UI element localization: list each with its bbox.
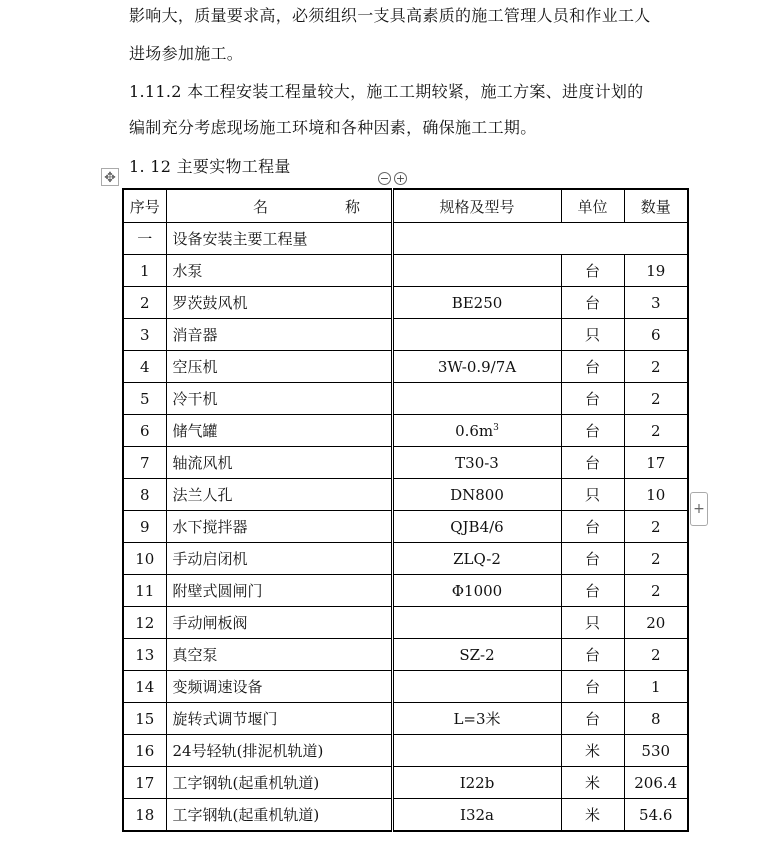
row-no: 14 (123, 671, 166, 703)
body-paragraph-1: 影响大，质量要求高，必须组织一支具高素质的施工管理人员和作业工人 (129, 6, 651, 25)
row-spec: QJB4/6 (392, 511, 561, 543)
row-unit: 米 (561, 799, 624, 832)
table-row (123, 671, 688, 703)
table-row (123, 319, 688, 351)
row-qty: 2 (624, 383, 688, 415)
table-row (123, 447, 688, 479)
row-name: 冷干机 (166, 383, 392, 415)
row-spec (392, 319, 561, 351)
row-no: 11 (123, 575, 166, 607)
table-row (123, 383, 688, 415)
row-name: 水泵 (166, 255, 392, 287)
row-unit: 台 (561, 383, 624, 415)
row-no: 3 (123, 319, 166, 351)
row-spec (392, 415, 561, 447)
row-spec (392, 607, 561, 639)
header-name-b: 称 (344, 197, 362, 216)
row-unit: 台 (561, 351, 624, 383)
row-qty: 10 (624, 479, 688, 511)
row-unit: 台 (561, 255, 624, 287)
table-row (123, 703, 688, 735)
row-unit: 台 (561, 543, 624, 575)
row-qty: 8 (624, 703, 688, 735)
row-qty: 530 (624, 735, 688, 767)
row-name: 工字钢轨(起重机轨道) (166, 799, 392, 832)
row-qty: 54.6 (624, 799, 688, 832)
row-unit: 台 (561, 447, 624, 479)
row-qty: 1 (624, 671, 688, 703)
row-qty: 20 (624, 607, 688, 639)
row-unit: 台 (561, 287, 624, 319)
row-no: 9 (123, 511, 166, 543)
row-unit: 只 (561, 319, 624, 351)
row-name: 24号轻轨(排泥机轨道) (166, 735, 392, 767)
row-name: 手动启闭机 (166, 543, 392, 575)
header-qty: 数量 (624, 189, 688, 223)
row-no: 8 (123, 479, 166, 511)
table-row (123, 767, 688, 799)
header-name (166, 189, 392, 223)
row-name: 罗茨鼓风机 (166, 287, 392, 319)
row-unit: 米 (561, 735, 624, 767)
row-spec: Φ1000 (392, 575, 561, 607)
row-no: 13 (123, 639, 166, 671)
row-spec: SZ-2 (392, 639, 561, 671)
row-no: 18 (123, 799, 166, 832)
row-no: 10 (123, 543, 166, 575)
row-spec: DN800 (392, 479, 561, 511)
header-unit: 单位 (561, 189, 624, 223)
row-spec: T30-3 (392, 447, 561, 479)
row-name: 变频调速设备 (166, 671, 392, 703)
header-no: 序号 (123, 189, 166, 223)
row-no: 5 (123, 383, 166, 415)
row-spec: BE250 (392, 287, 561, 319)
add-column-icon[interactable]: + (395, 172, 406, 185)
row-qty: 2 (624, 511, 688, 543)
row-name: 空压机 (166, 351, 392, 383)
row-no: 6 (123, 415, 166, 447)
row-no: 2 (123, 287, 166, 319)
section-heading: 1. 12 主要实物工程量 (129, 157, 291, 176)
table-row (123, 575, 688, 607)
row-qty: 19 (624, 255, 688, 287)
table-row (123, 543, 688, 575)
section-row (123, 223, 688, 255)
row-unit: 只 (561, 479, 624, 511)
table-row (123, 799, 688, 832)
row-name: 工字钢轨(起重机轨道) (166, 767, 392, 799)
row-qty: 206.4 (624, 767, 688, 799)
row-spec (392, 383, 561, 415)
row-qty: 3 (624, 287, 688, 319)
row-spec: I22b (392, 767, 561, 799)
row-unit: 台 (561, 575, 624, 607)
row-unit: 台 (561, 671, 624, 703)
row-name: 轴流风机 (166, 447, 392, 479)
body-paragraph-4: 编制充分考虑现场施工环境和各种因素，确保施工工期。 (129, 118, 537, 137)
row-no: 7 (123, 447, 166, 479)
row-qty: 2 (624, 639, 688, 671)
table-row (123, 287, 688, 319)
row-spec (392, 671, 561, 703)
row-name: 附壁式圆闸门 (166, 575, 392, 607)
quantity-table (122, 188, 689, 832)
table-row (123, 255, 688, 287)
row-unit: 台 (561, 703, 624, 735)
body-paragraph-2: 进场参加施工。 (129, 44, 244, 63)
table-row (123, 351, 688, 383)
row-qty: 17 (624, 447, 688, 479)
row-spec: 3W-0.9/7A (392, 351, 561, 383)
section-no: 一 (123, 223, 166, 255)
table-row (123, 607, 688, 639)
table-move-handle-icon[interactable]: ✥ (101, 168, 119, 186)
table-row (123, 735, 688, 767)
row-qty: 2 (624, 575, 688, 607)
row-spec: L=3米 (392, 703, 561, 735)
add-row-icon[interactable]: + (690, 492, 708, 526)
row-no: 16 (123, 735, 166, 767)
row-qty: 2 (624, 351, 688, 383)
row-name: 旋转式调节堰门 (166, 703, 392, 735)
row-spec (392, 255, 561, 287)
row-name: 消音器 (166, 319, 392, 351)
body-paragraph-3: 1.11.2 本工程安装工程量较大，施工工期较紧，施工方案、进度计划的 (129, 82, 644, 101)
row-spec (392, 735, 561, 767)
row-no: 15 (123, 703, 166, 735)
row-no: 1 (123, 255, 166, 287)
row-qty: 2 (624, 543, 688, 575)
row-spec-text: 0.6m (455, 421, 494, 440)
row-name: 手动闸板阀 (166, 607, 392, 639)
row-no: 17 (123, 767, 166, 799)
table-row (123, 479, 688, 511)
row-name: 储气罐 (166, 415, 392, 447)
row-no: 12 (123, 607, 166, 639)
row-spec: I32a (392, 799, 561, 832)
row-no: 4 (123, 351, 166, 383)
delete-column-icon[interactable]: − (379, 172, 390, 185)
row-unit: 米 (561, 767, 624, 799)
header-name-a: 名 (252, 197, 270, 216)
table-row (123, 639, 688, 671)
row-spec-superscript: 3 (493, 422, 499, 433)
row-spec: ZLQ-2 (392, 543, 561, 575)
row-name: 真空泵 (166, 639, 392, 671)
row-unit: 只 (561, 607, 624, 639)
row-qty: 6 (624, 319, 688, 351)
row-unit: 台 (561, 415, 624, 447)
row-unit: 台 (561, 639, 624, 671)
section-blank (392, 223, 688, 255)
table-row (123, 415, 688, 447)
row-name: 法兰人孔 (166, 479, 392, 511)
row-qty: 2 (624, 415, 688, 447)
table-header-row (123, 189, 688, 223)
section-title: 设备安装主要工程量 (166, 223, 392, 255)
row-unit: 台 (561, 511, 624, 543)
header-spec: 规格及型号 (392, 189, 561, 223)
row-name: 水下搅拌器 (166, 511, 392, 543)
table-row (123, 511, 688, 543)
